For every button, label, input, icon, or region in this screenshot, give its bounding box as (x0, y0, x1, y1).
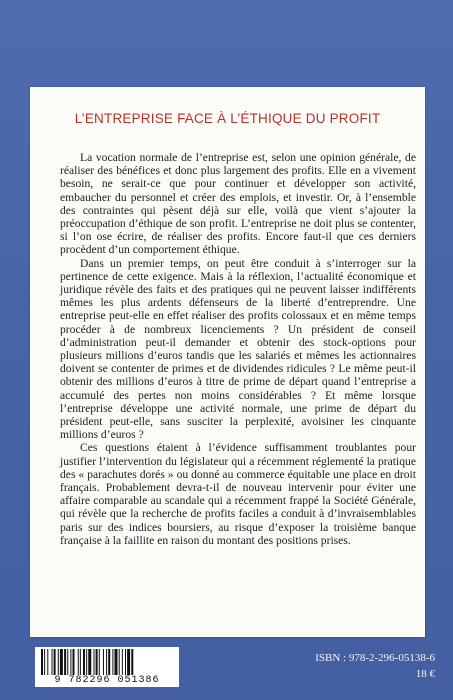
isbn: ISBN : 978-2-296-05138-6 (315, 652, 435, 664)
blurb-paragraph-1: La vocation normale de l’entreprise est, selon une opinion générale, de réaliser des bénéfices et donc plus largement des profits. Elle en a vivement besoin, ne serait-ce que pour continuer et développer son activité, embaucher du personnel et créer des emplois, et investir. Or, à l’ensemble des contraintes qui pèsent déjà sur elle, voilà que vient s’ajouter la préoccupation d’éthique de son profit. L’entreprise ne doit plus se contenter, si l’on ose écrire, de réaliser des profits. Encore faut-il que ces derniers procèdent d’un comportement éthique. (60, 151, 416, 257)
barcode-bars (39, 649, 175, 675)
price: 18 € (415, 668, 435, 680)
text-panel (30, 87, 425, 637)
blurb-paragraph-3: Ces questions étaient à l’évidence suffisamment troublantes pour justifier l’intervention du législateur qui a récemment réglementé la pratique des « parachutes dorés » ou donné au commerce équitable une place en droit français. Probablement devra-t-il de nouveau intervenir pour éviter une affaire comparable au scandale qui a récemment frappé la Société Générale, qui révèle que la recherche de profits faciles a conduit à d’invraisemblables paris sur des indices boursiers, au risque d’exposer la troisième banque française à la faillite en raison du montant des positions prises. (60, 441, 416, 547)
barcode (35, 647, 179, 687)
blurb-paragraph-2: Dans un premier temps, on peut être conduit à s’interroger sur la pertinence de cette exigence. Mais à la réflexion, l’actualité économique et juridique révèle des faits et des pratiques qui ne peuvent laisser indifférents mêmes les plus ardents défenseurs de la liberté d’entreprendre. Une entreprise peut-elle en effet réaliser des profits colossaux et en même temps procéder à de nombreux licenciements ? Un président de conseil d’administration peut-il demander et obtenir des stock-options pour plusieurs millions d’euros tandis que les salariés et mêmes les actionnaires doivent se contenter de primes et de dividendes ridicules ? Le même peut-il obtenir des millions d’euros à titre de prime de départ quand l’entreprise a accumulé des pertes non moins considérables ? Et même lorsque l’entreprise développe une activité normale, une prime de départ du président peut-elle, sans susciter la perplexité, avoisiner les cinquante millions d’euros ? (60, 256, 416, 442)
barcode-number: 9 782296 051386 (54, 675, 160, 686)
book-title: L’ENTREPRISE FACE À L’ÉTHIQUE DU PROFIT (74, 111, 381, 126)
blurb (60, 151, 416, 547)
